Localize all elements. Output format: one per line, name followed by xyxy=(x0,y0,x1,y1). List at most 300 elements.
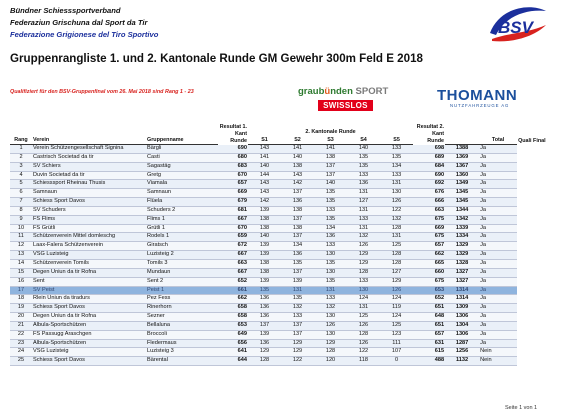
cell-q: Ja xyxy=(479,171,517,180)
cell-gruppe: Broccoli xyxy=(146,330,218,339)
cell-s5: 131 xyxy=(380,180,413,189)
cell-verein: Castrisch Societad da tir xyxy=(32,153,146,162)
cell-r2: 652 xyxy=(413,295,445,304)
cell-s4: 135 xyxy=(347,162,380,171)
cell-rang: 25 xyxy=(10,357,32,366)
cell-q: Ja xyxy=(479,304,517,313)
cell-gruppe: Bellaluna xyxy=(146,321,218,330)
qualification-note: Qualifiziert für den BSV-Gruppenfinal vom 26. Mai 2018 sind Rang 1 - 23 xyxy=(10,89,194,95)
cell-q: Ja xyxy=(479,189,517,198)
cell-rang: 17 xyxy=(10,286,32,295)
cell-s1: 135 xyxy=(248,286,281,295)
cell-total: 1367 xyxy=(445,162,479,171)
cell-s3: 133 xyxy=(314,206,347,215)
cell-s3: 120 xyxy=(314,357,347,366)
table-row xyxy=(10,215,555,224)
cell-gruppe: Peist 1 xyxy=(146,286,218,295)
cell-s5: 107 xyxy=(380,348,413,357)
cell-r2: 675 xyxy=(413,233,445,242)
table-row xyxy=(10,330,555,339)
cell-q: Ja xyxy=(479,339,517,348)
cell-verein: VSG Luzisteig xyxy=(32,348,146,357)
cell-rang: 7 xyxy=(10,198,32,207)
table-row xyxy=(10,304,555,313)
cell-r1: 661 xyxy=(218,286,248,295)
cell-s4: 127 xyxy=(347,198,380,207)
cell-s2: 131 xyxy=(281,286,314,295)
cell-s3: 135 xyxy=(314,259,347,268)
cell-r2: 615 xyxy=(413,348,445,357)
cell-s3: 130 xyxy=(314,330,347,339)
results-table-body xyxy=(10,145,555,366)
cell-total: 1345 xyxy=(445,189,479,198)
cell-total: 1306 xyxy=(445,313,479,322)
cell-s5: 123 xyxy=(380,330,413,339)
col-header-res1: Resultat 1. Kant Runde xyxy=(219,123,247,144)
cell-total: 1349 xyxy=(445,180,479,189)
cell-verein: Schiess Sport Davos xyxy=(32,304,146,313)
cell-s3: 141 xyxy=(314,145,347,154)
cell-s3: 135 xyxy=(314,189,347,198)
header-line-1: Bündner Schiesssportverband xyxy=(10,6,121,15)
cell-s1: 129 xyxy=(248,348,281,357)
col-header-total: Total xyxy=(479,136,517,145)
cell-r1: 644 xyxy=(218,357,248,366)
cell-s4: 136 xyxy=(347,180,380,189)
cell-s1: 136 xyxy=(248,304,281,313)
cell-s1: 138 xyxy=(248,259,281,268)
table-row xyxy=(10,206,555,215)
cell-q: Ja xyxy=(479,215,517,224)
table-row xyxy=(10,242,555,251)
cell-s5: 133 xyxy=(380,171,413,180)
cell-s4: 125 xyxy=(347,313,380,322)
cell-q: Ja xyxy=(479,286,517,295)
cell-r2: 488 xyxy=(413,357,445,366)
cell-s2: 135 xyxy=(281,295,314,304)
cell-q: Ja xyxy=(479,180,517,189)
cell-s2: 141 xyxy=(281,145,314,154)
table-row xyxy=(10,268,555,277)
cell-s4: 129 xyxy=(347,259,380,268)
cell-s2: 137 xyxy=(281,330,314,339)
cell-s3: 131 xyxy=(314,286,347,295)
cell-s4: 133 xyxy=(347,277,380,286)
col-header-gruppenname: Gruppenname xyxy=(146,136,218,145)
cell-rang: 10 xyxy=(10,224,32,233)
cell-s5: 128 xyxy=(380,224,413,233)
cell-s4: 118 xyxy=(347,357,380,366)
cell-total: 1342 xyxy=(445,215,479,224)
cell-s1: 137 xyxy=(248,321,281,330)
cell-s5: 125 xyxy=(380,242,413,251)
cell-s1: 136 xyxy=(248,339,281,348)
cell-total: 1329 xyxy=(445,242,479,251)
cell-total: 1328 xyxy=(445,259,479,268)
page-title: Gruppenrangliste 1. und 2. Kantonale Runde GM Gewehr 300m Feld E 2018 xyxy=(10,52,423,65)
header-line-2: Federaziun Grischuna dal Sport da Tir xyxy=(10,18,148,27)
cell-rang: 20 xyxy=(10,313,32,322)
cell-r1: 667 xyxy=(218,251,248,260)
cell-s3: 138 xyxy=(314,153,347,162)
cell-total: 1345 xyxy=(445,198,479,207)
cell-q: Ja xyxy=(479,206,517,215)
table-row xyxy=(10,259,555,268)
cell-s2: 129 xyxy=(281,339,314,348)
cell-s1: 140 xyxy=(248,162,281,171)
cell-s1: 143 xyxy=(248,189,281,198)
cell-r1: 658 xyxy=(218,304,248,313)
cell-q: Ja xyxy=(479,321,517,330)
cell-verein: SV Peist xyxy=(32,286,146,295)
cell-r1: 667 xyxy=(218,215,248,224)
col-header-s1: S1 xyxy=(248,136,281,145)
cell-gruppe: Bärental xyxy=(146,357,218,366)
cell-s3: 134 xyxy=(314,224,347,233)
cell-s1: 142 xyxy=(248,198,281,207)
cell-verein: Schützenverein Mittel domleschg xyxy=(32,233,146,242)
cell-s1: 143 xyxy=(248,180,281,189)
cell-s3: 130 xyxy=(314,313,347,322)
cell-verein: SV Schuders xyxy=(32,206,146,215)
cell-s1: 139 xyxy=(248,330,281,339)
cell-rang: 13 xyxy=(10,251,32,260)
cell-r2: 657 xyxy=(413,242,445,251)
cell-q: Ja xyxy=(479,251,517,260)
table-row xyxy=(10,321,555,330)
table-row xyxy=(10,153,555,162)
cell-s5: 135 xyxy=(380,153,413,162)
cell-gruppe: Sezner xyxy=(146,313,218,322)
cell-rang: 23 xyxy=(10,339,32,348)
cell-q: Nein xyxy=(479,357,517,366)
cell-s2: 137 xyxy=(281,233,314,242)
cell-s2: 132 xyxy=(281,304,314,313)
cell-r2: 648 xyxy=(413,313,445,322)
cell-rang: 1 xyxy=(10,145,32,154)
cell-total: 1309 xyxy=(445,304,479,313)
cell-total: 1132 xyxy=(445,357,479,366)
cell-verein: Laax-Falera Schützenverein xyxy=(32,242,146,251)
cell-q: Ja xyxy=(479,233,517,242)
cell-s2: 122 xyxy=(281,357,314,366)
cell-rang: 2 xyxy=(10,153,32,162)
table-row xyxy=(10,233,555,242)
cell-s5: 133 xyxy=(380,145,413,154)
table-row xyxy=(10,357,555,366)
cell-s1: 136 xyxy=(248,313,281,322)
cell-q: Ja xyxy=(479,259,517,268)
thomann-logo: THOMANN xyxy=(437,87,518,104)
cell-rang: 5 xyxy=(10,180,32,189)
cell-r1: 679 xyxy=(218,198,248,207)
cell-s5: 124 xyxy=(380,313,413,322)
cell-s3: 136 xyxy=(314,233,347,242)
cell-total: 1256 xyxy=(445,348,479,357)
cell-rang: 18 xyxy=(10,295,32,304)
table-row xyxy=(10,198,555,207)
cell-gruppe: Tomils 3 xyxy=(146,259,218,268)
cell-verein: Albula-Sportschützen xyxy=(32,321,146,330)
cell-r1: 683 xyxy=(218,162,248,171)
cell-gruppe: Casti xyxy=(146,153,218,162)
col-header-quali: Quali Final xyxy=(518,137,546,144)
cell-rang: 9 xyxy=(10,215,32,224)
cell-verein: FS Passugg Araschgen xyxy=(32,330,146,339)
cell-total: 1369 xyxy=(445,153,479,162)
table-row xyxy=(10,295,555,304)
cell-verein: Schiesssport Rheinau Thusis xyxy=(32,180,146,189)
cell-s1: 128 xyxy=(248,357,281,366)
cell-s2: 140 xyxy=(281,153,314,162)
cell-s1: 139 xyxy=(248,242,281,251)
cell-s4: 131 xyxy=(347,206,380,215)
table-row xyxy=(10,224,555,233)
cell-verein: Sent xyxy=(32,277,146,286)
cell-s3: 130 xyxy=(314,268,347,277)
cell-q: Ja xyxy=(479,198,517,207)
col-header-res2: Resultat 2. Kant Runde xyxy=(416,123,445,144)
cell-s1: 144 xyxy=(248,171,281,180)
header-line-3: Federazione Grigionese del Tiro Sportivo xyxy=(10,30,159,39)
cell-rang: 16 xyxy=(10,277,32,286)
cell-r1: 659 xyxy=(218,233,248,242)
cell-s4: 128 xyxy=(347,330,380,339)
cell-r1: 670 xyxy=(218,224,248,233)
cell-q: Ja xyxy=(479,162,517,171)
cell-gruppe: Schuders 2 xyxy=(146,206,218,215)
cell-total: 1304 xyxy=(445,321,479,330)
cell-verein: Albula-Sportschützen xyxy=(32,339,146,348)
cell-verein: Schiess Sport Davos xyxy=(32,198,146,207)
table-row xyxy=(10,162,555,171)
cell-r2: 665 xyxy=(413,259,445,268)
cell-s1: 143 xyxy=(248,145,281,154)
cell-total: 1388 xyxy=(445,145,479,154)
cell-s5: 128 xyxy=(380,251,413,260)
cell-s5: 127 xyxy=(380,268,413,277)
cell-r1: 690 xyxy=(218,145,248,154)
cell-s5: 128 xyxy=(380,259,413,268)
cell-total: 1327 xyxy=(445,268,479,277)
table-row xyxy=(10,189,555,198)
cell-s1: 139 xyxy=(248,277,281,286)
cell-r1: 658 xyxy=(218,313,248,322)
cell-r1: 652 xyxy=(218,277,248,286)
cell-q: Ja xyxy=(479,268,517,277)
cell-s2: 138 xyxy=(281,206,314,215)
cell-s5: 0 xyxy=(380,357,413,366)
cell-verein: Degen Uniun da tir Rofna xyxy=(32,268,146,277)
cell-s2: 142 xyxy=(281,180,314,189)
bsv-logo-text: BSV xyxy=(498,18,533,37)
cell-rang: 15 xyxy=(10,268,32,277)
cell-r2: 653 xyxy=(413,286,445,295)
cell-s5: 122 xyxy=(380,206,413,215)
cell-gruppe: Viamala xyxy=(146,180,218,189)
cell-s1: 136 xyxy=(248,295,281,304)
swisslos-logo: SWISSLOS xyxy=(318,100,373,111)
cell-s2: 137 xyxy=(281,268,314,277)
cell-r1: 653 xyxy=(218,321,248,330)
cell-gruppe: Grütli 1 xyxy=(146,224,218,233)
cell-q: Ja xyxy=(479,242,517,251)
cell-r1: 649 xyxy=(218,330,248,339)
cell-s5: 132 xyxy=(380,215,413,224)
col-header-s3: S3 xyxy=(314,136,347,145)
cell-s4: 131 xyxy=(347,189,380,198)
cell-total: 1314 xyxy=(445,295,479,304)
cell-total: 1306 xyxy=(445,330,479,339)
cell-r1: 670 xyxy=(218,171,248,180)
cell-s2: 136 xyxy=(281,198,314,207)
cell-r2: 660 xyxy=(413,268,445,277)
cell-r2: 657 xyxy=(413,330,445,339)
cell-s2: 137 xyxy=(281,321,314,330)
cell-s5: 129 xyxy=(380,277,413,286)
cell-s5: 124 xyxy=(380,295,413,304)
cell-s2: 137 xyxy=(281,215,314,224)
cell-s4: 128 xyxy=(347,268,380,277)
cell-gruppe: Sagastäg xyxy=(146,162,218,171)
table-row xyxy=(10,286,555,295)
cell-verein: FS Flims xyxy=(32,215,146,224)
cell-s4: 124 xyxy=(347,295,380,304)
cell-s4: 133 xyxy=(347,171,380,180)
cell-gruppe: Flüela xyxy=(146,198,218,207)
col-header-s4: S4 xyxy=(347,136,380,145)
cell-r2: 676 xyxy=(413,189,445,198)
cell-s1: 139 xyxy=(248,206,281,215)
cell-s5: 111 xyxy=(380,339,413,348)
cell-s5: 130 xyxy=(380,189,413,198)
graubuenden-logo-sport: SPORT xyxy=(355,86,389,97)
cell-s3: 135 xyxy=(314,277,347,286)
cell-total: 1329 xyxy=(445,251,479,260)
cell-gruppe: Sent 2 xyxy=(146,277,218,286)
cell-r2: 663 xyxy=(413,206,445,215)
table-row xyxy=(10,180,555,189)
cell-s5: 131 xyxy=(380,233,413,242)
cell-s4: 133 xyxy=(347,215,380,224)
cell-s3: 140 xyxy=(314,180,347,189)
cell-r2: 662 xyxy=(413,251,445,260)
table-row xyxy=(10,313,555,322)
cell-s2: 129 xyxy=(281,348,314,357)
cell-s1: 138 xyxy=(248,215,281,224)
table-row xyxy=(10,348,555,357)
cell-s2: 138 xyxy=(281,162,314,171)
cell-s3: 133 xyxy=(314,295,347,304)
cell-s4: 126 xyxy=(347,242,380,251)
cell-r1: 680 xyxy=(218,153,248,162)
cell-verein: Degen Uniun da tir Rofna xyxy=(32,313,146,322)
cell-s4: 131 xyxy=(347,304,380,313)
cell-gruppe: Luzisteig 2 xyxy=(146,251,218,260)
cell-r2: 689 xyxy=(413,153,445,162)
cell-s2: 143 xyxy=(281,171,314,180)
cell-s1: 138 xyxy=(248,268,281,277)
cell-s2: 138 xyxy=(281,224,314,233)
cell-s3: 137 xyxy=(314,171,347,180)
table-row xyxy=(10,251,555,260)
cell-s3: 135 xyxy=(314,215,347,224)
cell-q: Ja xyxy=(479,224,517,233)
cell-r1: 662 xyxy=(218,295,248,304)
thomann-logo-subtitle: NUTZFAHRZEUGE AG xyxy=(450,103,510,108)
cell-s5: 125 xyxy=(380,321,413,330)
cell-s5: 126 xyxy=(380,198,413,207)
cell-q: Nein xyxy=(479,348,517,357)
cell-r1: 667 xyxy=(218,268,248,277)
cell-r2: 666 xyxy=(413,198,445,207)
cell-gruppe: Samnaun xyxy=(146,189,218,198)
cell-s3: 126 xyxy=(314,321,347,330)
cell-verein: Rlein Uniun da tiradurs xyxy=(32,295,146,304)
col-header-round2: 2. Kantonale Runde xyxy=(305,129,356,135)
cell-s4: 126 xyxy=(347,339,380,348)
cell-gruppe: Mundaun xyxy=(146,268,218,277)
cell-r1: 672 xyxy=(218,242,248,251)
cell-rang: 12 xyxy=(10,242,32,251)
cell-rang: 6 xyxy=(10,189,32,198)
cell-rang: 14 xyxy=(10,259,32,268)
cell-r2: 669 xyxy=(413,224,445,233)
cell-q: Ja xyxy=(479,277,517,286)
cell-s5: 119 xyxy=(380,304,413,313)
cell-total: 1287 xyxy=(445,339,479,348)
cell-rang: 3 xyxy=(10,162,32,171)
cell-s1: 138 xyxy=(248,224,281,233)
cell-q: Ja xyxy=(479,330,517,339)
cell-s5: 134 xyxy=(380,162,413,171)
cell-verein: Verein Schützengesellschaft Signina xyxy=(32,145,146,154)
federation-header xyxy=(10,5,158,41)
cell-rang: 19 xyxy=(10,304,32,313)
cell-s4: 140 xyxy=(347,145,380,154)
graubuenden-logo-part-a: graub xyxy=(298,86,325,97)
cell-s1: 140 xyxy=(248,233,281,242)
cell-s1: 139 xyxy=(248,251,281,260)
col-header-rang: Rang xyxy=(10,136,32,145)
graubuenden-logo-part-c: nden xyxy=(330,86,353,97)
cell-r1: 663 xyxy=(218,259,248,268)
cell-s4: 126 xyxy=(347,321,380,330)
cell-s2: 133 xyxy=(281,313,314,322)
cell-r2: 692 xyxy=(413,180,445,189)
cell-q: Ja xyxy=(479,153,517,162)
cell-s3: 132 xyxy=(314,304,347,313)
cell-verein: Schützenverein Tomils xyxy=(32,259,146,268)
cell-s2: 137 xyxy=(281,189,314,198)
cell-verein: VSG Luzisteig xyxy=(32,251,146,260)
table-row xyxy=(10,171,555,180)
cell-s5: 126 xyxy=(380,286,413,295)
results-table xyxy=(10,121,555,366)
cell-s3: 128 xyxy=(314,348,347,357)
cell-s2: 136 xyxy=(281,251,314,260)
cell-r1: 656 xyxy=(218,339,248,348)
cell-gruppe: Rinerhorn xyxy=(146,304,218,313)
cell-r2: 675 xyxy=(413,215,445,224)
cell-total: 1334 xyxy=(445,233,479,242)
cell-gruppe: Flims 1 xyxy=(146,215,218,224)
cell-s4: 130 xyxy=(347,286,380,295)
cell-s4: 131 xyxy=(347,224,380,233)
cell-total: 1339 xyxy=(445,224,479,233)
col-header-s5: S5 xyxy=(380,136,413,145)
cell-s4: 129 xyxy=(347,251,380,260)
